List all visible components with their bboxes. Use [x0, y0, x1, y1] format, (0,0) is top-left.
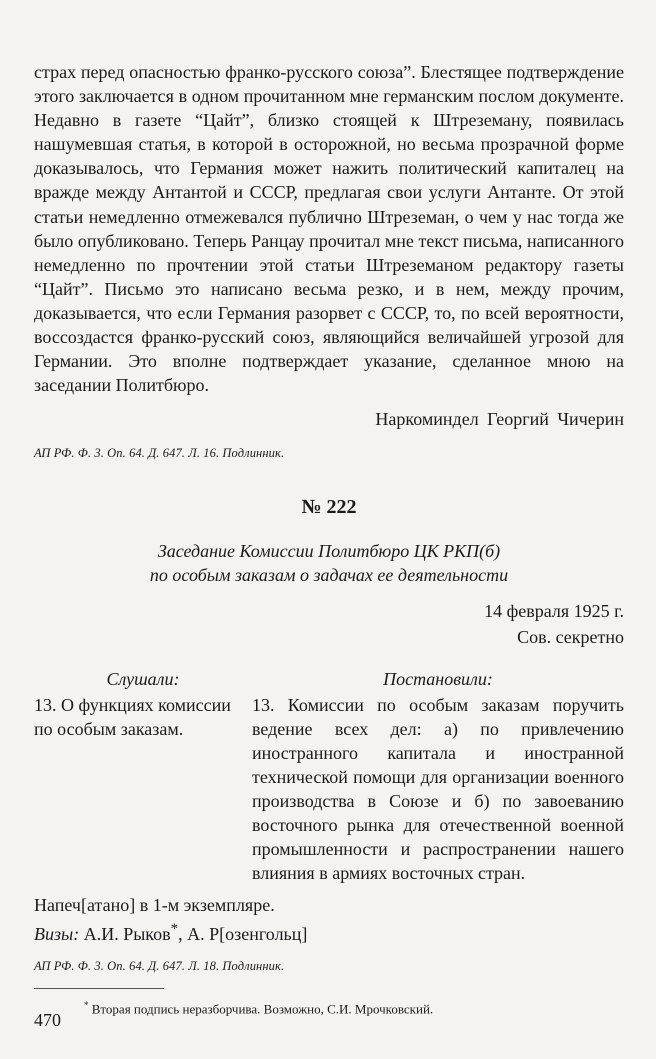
heard-column: [34, 667, 252, 885]
resolved-text: 13. Комиссии по особым заказам поручить ведение всех дел: а) по привлечению иностранного капитала и иностранной технической помощи для организации военного производства в Союзе и б) по завоеванию восточного рынка для отечественной военной промышленности и распространении нашего влияния в армиях восточных стран.: [252, 695, 624, 884]
page-number: 470: [34, 1010, 61, 1030]
document-title: [34, 539, 624, 587]
footnote-mark: *: [170, 921, 179, 938]
document-title-line-2: по особым заказам о задачах ее деятельности: [149, 565, 509, 586]
document-number: № 222: [301, 496, 357, 519]
resolved-label: Постановили:: [383, 669, 493, 690]
heard-label: Слушали:: [106, 669, 180, 690]
signature: Наркоминдел Георгий Чичерин: [375, 409, 624, 430]
minutes-table: [34, 667, 624, 885]
footnote: [34, 997, 624, 1017]
footnote-divider: [34, 988, 164, 989]
heard-text: 13. О функциях комиссии по особым заказам.: [34, 695, 231, 740]
footnote-text: Вторая подпись неразборчива. Возможно, С.И. Мрочковский.: [88, 1001, 434, 1017]
page-content: [34, 60, 624, 1018]
visas-line: [34, 917, 624, 946]
visas-name-2: , А. Р[озенгольц]: [178, 924, 308, 945]
visas-label: Визы:: [34, 924, 80, 945]
document-title-line-1: Заседание Комиссии Политбюро ЦК РКП(б): [157, 541, 501, 562]
resolved-column: [252, 667, 624, 885]
visas-name-1: А.И. Рыков: [83, 924, 171, 945]
archive-source-2: АП РФ. Ф. 3. Оп. 64. Д. 647. Л. 18. Подлинник.: [34, 959, 285, 974]
footnote-mark-ref: *: [84, 1000, 89, 1011]
printed-note: Напеч[атано] в 1-м экземпляре.: [34, 895, 275, 916]
letter-body: страх перед опасностью франко-русского союза”. Блестящее подтверждение этого заключается в одном прочитанном мне германским послом документе. Недавно в газете “Цайт”, близко стоящей к Штреземану, появилась нашумевшая статья, в которой в осторожной, но весьма прозрачной форме доказывалось, что Германия может нажить политический капиталец на вражде между Антантой и СССР, предлагая свои услуги Антанте. От этой статьи немедленно отмежевался публично Штреземан, о чем у нас тогда же было опубликовано. Теперь Ранцау прочитал мне текст письма, написанного немедленно по прочтении этой статьи Штреземаном редактору газеты “Цайт”. Письмо это написано весьма резко, и в нем, между прочим, доказывается, что если Германия разорвет с СССР, то, по всей вероятности, воссоздастся франко-русский союз, являющийся величайшей угрозой для Германии. Это вполне подтверждает указание, сделанное мною на заседании Политбюро.: [34, 62, 624, 396]
classification-mark: Сов. секретно: [517, 627, 624, 648]
archive-source: АП РФ. Ф. 3. Оп. 64. Д. 647. Л. 16. Подлинник.: [34, 446, 285, 461]
document-date: 14 февраля 1925 г.: [484, 601, 624, 622]
